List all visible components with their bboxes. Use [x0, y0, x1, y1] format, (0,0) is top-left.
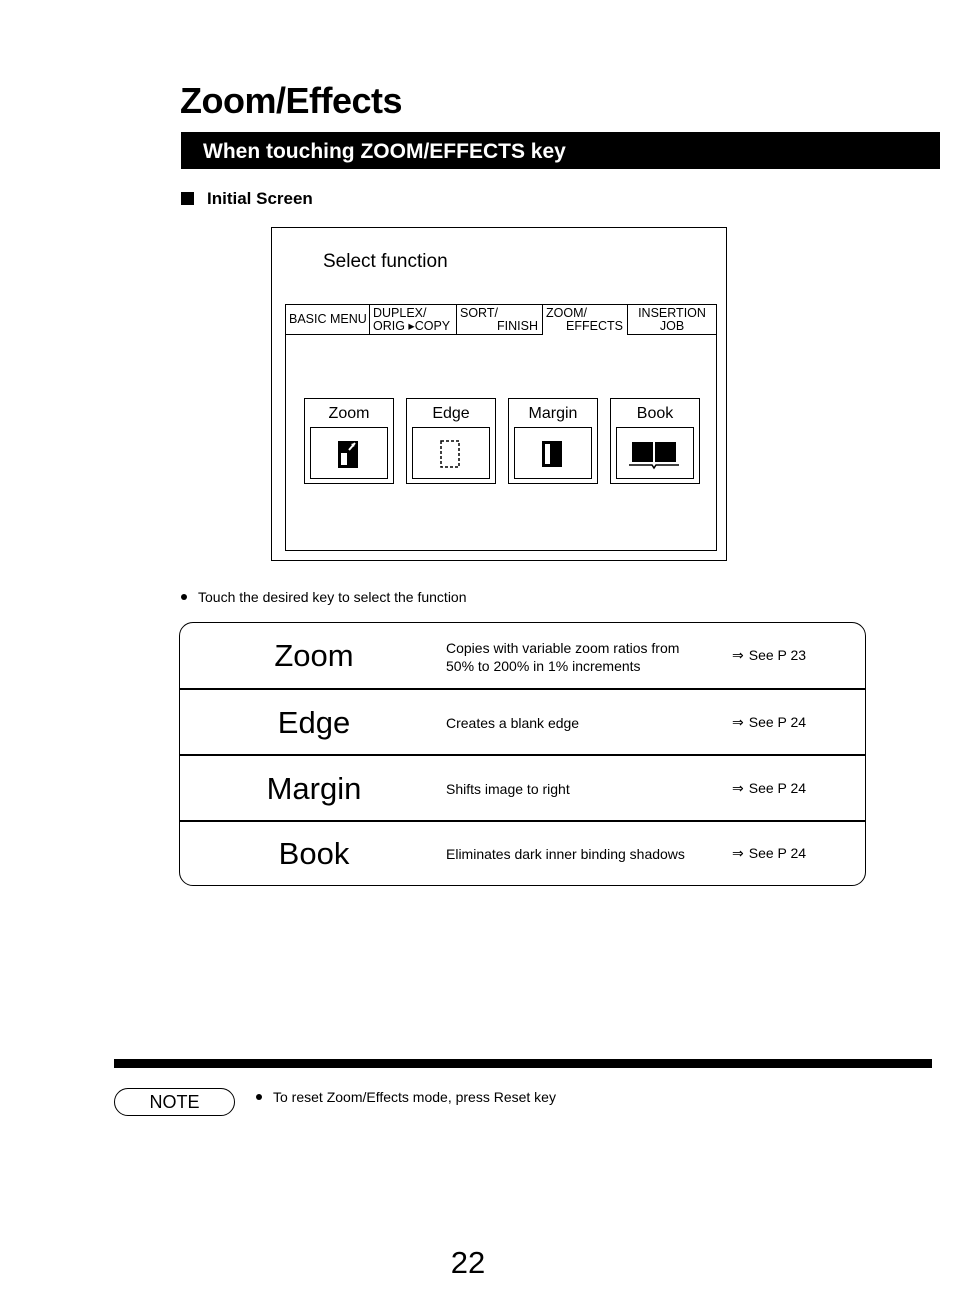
tab-zoom-effects[interactable]	[542, 304, 628, 335]
description-line: 50% to 200% in 1% increments	[446, 658, 641, 674]
edge-button[interactable]	[406, 398, 496, 484]
tab-sublabel: FINISH	[497, 319, 538, 333]
tab-sublabel: EFFECTS	[566, 319, 623, 333]
margin-button[interactable]	[508, 398, 598, 484]
tab-label: ZOOM/	[546, 306, 587, 320]
table-row-margin	[179, 755, 866, 821]
page-title: Zoom/Effects	[180, 80, 403, 121]
page-reference	[732, 780, 806, 797]
function-description	[446, 639, 679, 675]
book-icon	[616, 427, 694, 479]
arrow-right-icon: ⇒	[732, 845, 744, 861]
tab-label: BASIC MENU	[289, 312, 367, 326]
description-line: Copies with variable zoom ratios from	[446, 640, 680, 656]
tab-duplex-orig-copy[interactable]	[369, 304, 457, 335]
section-divider	[114, 1059, 932, 1068]
function-name: Zoom	[274, 638, 354, 673]
page-reference	[732, 845, 806, 862]
zoom-icon	[310, 427, 388, 479]
zoom-button-label: Zoom	[328, 405, 370, 422]
function-description: Eliminates dark inner binding shadows	[446, 846, 685, 862]
tab-sublabel: ORIG ▸COPY	[373, 319, 451, 333]
margin-icon	[514, 427, 592, 479]
page-number: 22	[450, 1245, 486, 1280]
function-description: Creates a blank edge	[446, 715, 580, 731]
function-name: Book	[278, 836, 350, 871]
section-title: When touching ZOOM/EFFECTS key	[203, 140, 566, 163]
arrow-right-icon: ⇒	[732, 780, 744, 796]
page-reference-text: See P 24	[748, 714, 807, 730]
arrow-right-icon: ⇒	[732, 714, 744, 730]
table-row-edge	[179, 689, 866, 755]
tab-sort-finish[interactable]	[456, 304, 543, 335]
arrow-right-icon: ⇒	[732, 647, 744, 663]
edge-button-label: Edge	[432, 405, 470, 422]
page-reference-text: See P 23	[748, 647, 807, 663]
table-row-zoom	[179, 622, 866, 688]
note-text: To reset Zoom/Effects mode, press Reset key	[273, 1089, 556, 1105]
margin-button-label: Margin	[528, 405, 578, 422]
subsection-title: Initial Screen	[207, 189, 313, 208]
page-reference-text: See P 24	[748, 780, 807, 796]
instruction-text: Touch the desired key to select the function	[198, 589, 467, 605]
page-reference	[732, 714, 806, 731]
tab-basic-menu[interactable]	[285, 304, 370, 335]
square-bullet-icon	[181, 192, 194, 205]
screen-prompt: Select function	[323, 251, 448, 272]
function-description: Shifts image to right	[446, 781, 570, 797]
book-button-label: Book	[636, 405, 674, 422]
tab-sublabel: JOB	[659, 319, 685, 333]
tab-label: DUPLEX/	[373, 306, 427, 320]
edge-icon	[412, 427, 490, 479]
book-button[interactable]	[610, 398, 700, 484]
tab-label: SORT/	[460, 306, 498, 320]
page-reference-text: See P 24	[748, 845, 807, 861]
bullet-icon	[256, 1094, 262, 1100]
page-reference	[732, 647, 806, 664]
function-name: Margin	[266, 771, 362, 806]
note-label: NOTE	[114, 1088, 235, 1116]
bullet-icon	[181, 594, 187, 600]
table-row-book	[179, 820, 866, 886]
tab-label: INSERTION	[638, 306, 706, 320]
zoom-button[interactable]	[304, 398, 394, 484]
function-name: Edge	[277, 705, 351, 740]
tab-insertion-job[interactable]	[627, 304, 717, 335]
